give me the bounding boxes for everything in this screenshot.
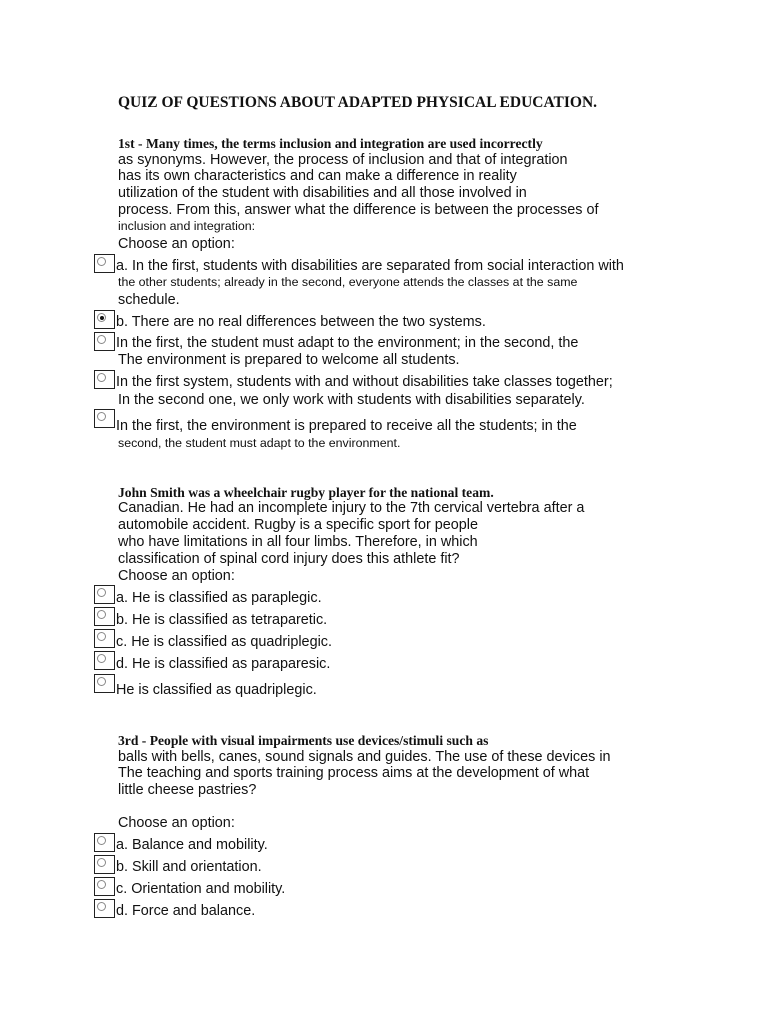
q2-prompt: Choose an option:	[118, 568, 235, 584]
radio-icon	[97, 677, 106, 686]
radio-icon	[97, 412, 106, 421]
q1-option-b-label[interactable]: b. There are no real differences between the two systems.	[116, 314, 486, 330]
q3-text-line: balls with bells, canes, sound signals and guides. The use of these devices in	[118, 749, 611, 765]
q1-option-d-label: In the second one, we only work with students with disabilities separately.	[118, 392, 585, 408]
q1-text-line: has its own characteristics and can make a difference in reality	[118, 168, 517, 184]
q3-option-a-label[interactable]: a. Balance and mobility.	[116, 837, 268, 853]
q1-option-c-label[interactable]: In the first, the student must adapt to the environment; in the second, the	[116, 335, 579, 351]
q3-prompt: Choose an option:	[118, 815, 235, 831]
radio-icon	[97, 902, 106, 911]
q1-option-e-label: second, the student must adapt to the environment.	[118, 436, 401, 450]
q2-option-b-radio[interactable]	[94, 607, 115, 626]
q1-option-c-radio[interactable]	[94, 332, 115, 351]
q2-option-c-radio[interactable]	[94, 629, 115, 648]
q2-option-d-radio[interactable]	[94, 651, 115, 670]
q1-text-line: inclusion and integration:	[118, 219, 256, 233]
q2-text-line: automobile accident. Rugby is a specific sport for people	[118, 517, 478, 533]
q1-prompt: Choose an option:	[118, 236, 235, 252]
q1-option-c-label: The environment is prepared to welcome all students.	[118, 352, 460, 368]
radio-icon	[97, 858, 106, 867]
q1-option-a-radio[interactable]	[94, 254, 115, 273]
q1-option-e-radio[interactable]	[94, 409, 115, 428]
radio-icon	[97, 836, 106, 845]
q2-option-e-radio[interactable]	[94, 674, 115, 693]
q1-text-line: process. From this, answer what the difference is between the processes of	[118, 202, 599, 218]
q1-option-a-label: the other students; already in the second, everyone attends the classes at the same	[118, 275, 578, 289]
q2-option-d-label[interactable]: d. He is classified as paraparesic.	[116, 656, 331, 672]
q3-text-line: The teaching and sports training process aims at the development of what	[118, 765, 590, 781]
q2-option-e-label[interactable]: He is classified as quadriplegic.	[116, 682, 317, 698]
q2-text-line: who have limitations in all four limbs. Therefore, in which	[118, 534, 478, 550]
radio-icon	[97, 654, 106, 663]
q3-heading: 3rd - People with visual impairments use devices/stimuli such as	[118, 733, 489, 748]
q3-text-line: little cheese pastries?	[118, 782, 257, 798]
radio-icon	[97, 257, 106, 266]
q1-heading: 1st - Many times, the terms inclusion and integration are used incorrectly	[118, 136, 543, 151]
q1-option-d-label[interactable]: In the first system, students with and without disabilities take classes together;	[116, 374, 613, 390]
q1-text-line: utilization of the student with disabilities and all those involved in	[118, 185, 527, 201]
q2-heading: John Smith was a wheelchair rugby player for the national team.	[118, 485, 494, 500]
radio-icon	[97, 632, 106, 641]
q2-option-c-label[interactable]: c. He is classified as quadriplegic.	[116, 634, 332, 650]
q1-option-b-radio[interactable]	[94, 310, 115, 329]
radio-icon	[97, 335, 106, 344]
q1-option-a-label[interactable]: a. In the first, students with disabilities are separated from social interaction with	[116, 258, 624, 274]
q2-text-line: Canadian. He had an incomplete injury to the 7th cervical vertebra after a	[118, 500, 585, 516]
q3-option-c-label[interactable]: c. Orientation and mobility.	[116, 881, 286, 897]
q3-option-a-radio[interactable]	[94, 833, 115, 852]
q2-text-line: classification of spinal cord injury does this athlete fit?	[118, 551, 460, 567]
q3-option-b-label[interactable]: b. Skill and orientation.	[116, 859, 262, 875]
radio-selected-icon	[97, 313, 106, 322]
q1-option-e-label[interactable]: In the first, the environment is prepared to receive all the students; in the	[116, 418, 577, 434]
q3-option-c-radio[interactable]	[94, 877, 115, 896]
q2-option-b-label[interactable]: b. He is classified as tetraparetic.	[116, 612, 328, 628]
radio-icon	[97, 880, 106, 889]
radio-icon	[97, 373, 106, 382]
page-title: QUIZ OF QUESTIONS ABOUT ADAPTED PHYSICAL EDUCATION.	[118, 94, 598, 111]
q1-option-d-radio[interactable]	[94, 370, 115, 389]
radio-icon	[97, 588, 106, 597]
q1-option-a-label: schedule.	[118, 292, 180, 308]
radio-icon	[97, 610, 106, 619]
q3-option-d-label[interactable]: d. Force and balance.	[116, 903, 256, 919]
q3-option-b-radio[interactable]	[94, 855, 115, 874]
q2-option-a-label[interactable]: a. He is classified as paraplegic.	[116, 590, 322, 606]
q2-option-a-radio[interactable]	[94, 585, 115, 604]
q1-text-line: as synonyms. However, the process of inclusion and that of integration	[118, 152, 568, 168]
q3-option-d-radio[interactable]	[94, 899, 115, 918]
